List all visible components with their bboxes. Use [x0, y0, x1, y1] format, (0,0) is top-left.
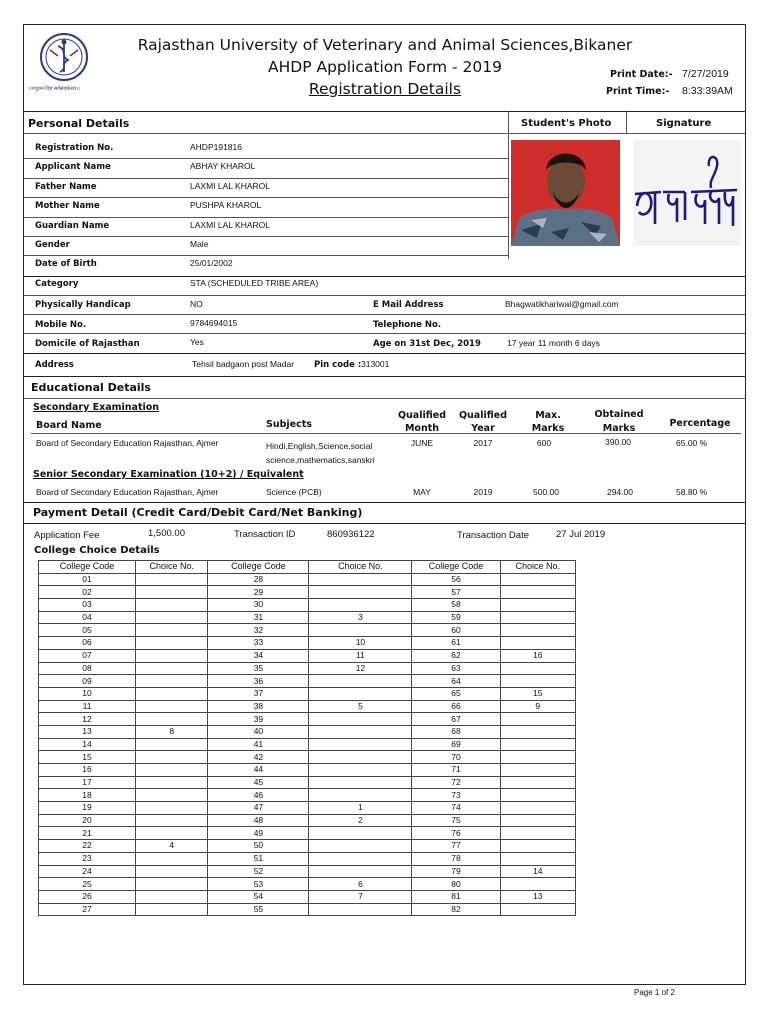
college-code-cell: 80	[412, 878, 500, 891]
age-value: 17 year 11 month 6 days	[507, 338, 600, 348]
choice-no-cell: 9	[500, 700, 575, 713]
choice-no-cell: 4	[136, 840, 208, 853]
table-row	[39, 865, 576, 878]
table-row	[39, 573, 576, 586]
choice-no-cell	[136, 573, 208, 586]
choice-no-cell	[309, 751, 412, 764]
educational-details-heading: Educational Details	[31, 381, 151, 394]
college-code-cell: 18	[39, 789, 136, 802]
choice-no-cell	[500, 624, 575, 637]
college-code-cell: 44	[208, 764, 309, 777]
transaction-date-label: Transaction Date	[457, 530, 529, 541]
college-code-cell: 76	[412, 827, 500, 840]
choice-no-cell	[309, 713, 412, 726]
table-row	[39, 776, 576, 789]
choice-no-cell	[136, 675, 208, 688]
table-row	[39, 637, 576, 650]
secondary-exam-heading: Secondary Examination	[33, 402, 160, 413]
choice-no-cell	[136, 814, 208, 827]
choice-no-cell	[136, 751, 208, 764]
logo-caption: ।।पशुधन विज्ञ सर्वसंवर्धनाय।।	[28, 86, 81, 92]
college-code-cell: 61	[412, 637, 500, 650]
college-code-cell: 34	[208, 649, 309, 662]
college-code-cell: 08	[39, 662, 136, 675]
college-code-cell: 06	[39, 637, 136, 650]
college-code-cell: 31	[208, 611, 309, 624]
choice-no-cell	[136, 789, 208, 802]
secondary-obtained: 390.00	[605, 437, 631, 447]
college-code-cell: 74	[412, 802, 500, 815]
choice-no-cell: 10	[309, 637, 412, 650]
personal-details-heading: Personal Details	[28, 117, 130, 130]
college-code-cell: 02	[39, 586, 136, 599]
table-row	[39, 840, 576, 853]
choice-no-cell: 2	[309, 814, 412, 827]
college-choice-table	[38, 560, 576, 916]
college-code-cell: 45	[208, 776, 309, 789]
choice-no-cell	[309, 865, 412, 878]
table-row	[39, 675, 576, 688]
choice-no-cell	[500, 840, 575, 853]
col-choice-no: Choice No.	[500, 561, 575, 574]
choice-no-cell	[309, 903, 412, 916]
college-code-cell: 65	[412, 687, 500, 700]
choice-no-cell: 8	[136, 725, 208, 738]
personal-field-label: Category	[35, 278, 79, 289]
col-college-code: College Code	[39, 561, 136, 574]
col-qualified-month-1: Qualified	[397, 410, 447, 421]
choice-no-cell	[309, 725, 412, 738]
personal-field-label: Applicant Name	[35, 162, 111, 173]
college-code-cell: 39	[208, 713, 309, 726]
col-obtained-marks-2: Marks	[602, 423, 636, 434]
choice-no-cell	[500, 637, 575, 650]
choice-no-cell	[136, 890, 208, 903]
college-code-cell: 57	[412, 586, 500, 599]
choice-no-cell	[136, 776, 208, 789]
senior-month: MAY	[413, 487, 431, 497]
choice-no-cell	[500, 776, 575, 789]
college-code-cell: 01	[39, 573, 136, 586]
personal-field-value: ABHAY KHAROL	[190, 161, 256, 172]
col-college-code: College Code	[208, 561, 309, 574]
choice-no-cell: 14	[500, 865, 575, 878]
print-date-label: Print Date:-	[610, 69, 673, 80]
secondary-subjects-line1: Hindi,English,Science,social	[266, 441, 373, 451]
table-row	[39, 662, 576, 675]
senior-secondary-heading: Senior Secondary Examination (10+2) / Equivalent	[33, 469, 304, 480]
signature-label: Signature	[656, 118, 712, 129]
college-code-cell: 09	[39, 675, 136, 688]
transaction-id-value: 860936122	[327, 529, 375, 540]
choice-no-cell	[136, 827, 208, 840]
payment-heading: Payment Detail (Credit Card/Debit Card/Net Banking)	[33, 506, 363, 519]
choice-table-header	[39, 561, 576, 574]
student-photo	[511, 140, 620, 246]
address-label: Address	[35, 360, 74, 370]
senior-percentage: 58.80 %	[676, 487, 708, 497]
college-code-cell: 15	[39, 751, 136, 764]
choice-no-cell	[309, 687, 412, 700]
col-board-name: Board Name	[36, 420, 102, 431]
choice-no-cell	[136, 764, 208, 777]
choice-no-cell	[136, 865, 208, 878]
college-code-cell: 41	[208, 738, 309, 751]
fee-value: 1,500.00	[148, 528, 185, 539]
choice-no-cell: 13	[500, 890, 575, 903]
personal-field-value: 25/01/2002	[190, 258, 233, 269]
choice-no-cell	[309, 827, 412, 840]
secondary-max: 600	[536, 438, 552, 448]
college-code-cell: 63	[412, 662, 500, 675]
handwritten-signature	[633, 140, 741, 246]
domicile-label: Domicile of Rajasthan	[35, 339, 140, 349]
address-value: Tehsil badgaon post Madar	[192, 359, 295, 369]
college-code-cell: 72	[412, 776, 500, 789]
personal-field-value: Male	[190, 239, 209, 249]
choice-no-cell	[500, 764, 575, 777]
college-code-cell: 26	[39, 890, 136, 903]
form-title: AHDP Application Form - 2019	[268, 58, 502, 76]
college-code-cell: 79	[412, 865, 500, 878]
college-code-cell: 28	[208, 573, 309, 586]
transaction-id-label: Transaction ID	[234, 529, 296, 540]
email-label: E Mail Address	[373, 300, 444, 310]
college-code-cell: 70	[412, 751, 500, 764]
choice-no-cell	[500, 586, 575, 599]
college-code-cell: 20	[39, 814, 136, 827]
choice-no-cell	[309, 624, 412, 637]
senior-year: 2019	[473, 487, 493, 497]
personal-field-label: Gender	[35, 240, 70, 250]
college-code-cell: 11	[39, 700, 136, 713]
college-code-cell: 10	[39, 687, 136, 700]
college-code-cell: 51	[208, 852, 309, 865]
college-code-cell: 32	[208, 624, 309, 637]
print-date-value: 7/27/2019	[682, 68, 729, 80]
secondary-board: Board of Secondary Education Rajasthan, Ajmer	[36, 438, 219, 448]
choice-no-cell	[136, 738, 208, 751]
college-code-cell: 21	[39, 827, 136, 840]
choice-no-cell: 5	[309, 700, 412, 713]
college-code-cell: 17	[39, 776, 136, 789]
table-row	[39, 649, 576, 662]
choice-no-cell: 12	[309, 662, 412, 675]
choice-no-cell	[500, 827, 575, 840]
choice-no-cell	[500, 599, 575, 612]
personal-field-value: STA (SCHEDULED TRIBE AREA)	[190, 277, 319, 288]
col-max-marks-2: Marks	[531, 423, 565, 434]
signature-image	[633, 140, 741, 246]
choice-no-cell	[136, 586, 208, 599]
mobile-value: 9784694015	[190, 318, 238, 328]
choice-no-cell	[309, 840, 412, 853]
personal-field-value: LAXMI LAL KHAROL	[190, 219, 270, 230]
college-code-cell: 75	[412, 814, 500, 827]
print-time-value: 8:33:39AM	[682, 85, 733, 97]
pincode-value: 313001	[361, 359, 390, 369]
telephone-label: Telephone No.	[373, 320, 442, 330]
choice-no-cell	[136, 852, 208, 865]
photo-label: Student's Photo	[521, 118, 612, 129]
choice-no-cell	[309, 586, 412, 599]
choice-no-cell	[136, 713, 208, 726]
college-code-cell: 68	[412, 725, 500, 738]
college-code-cell: 64	[412, 675, 500, 688]
choice-no-cell	[500, 903, 575, 916]
table-row	[39, 599, 576, 612]
secondary-percentage: 65.00 %	[676, 438, 708, 448]
col-percentage: Percentage	[669, 418, 731, 429]
col-college-code: College Code	[412, 561, 500, 574]
choice-no-cell	[500, 789, 575, 802]
choice-no-cell	[136, 687, 208, 700]
choice-no-cell	[500, 852, 575, 865]
college-code-cell: 71	[412, 764, 500, 777]
handicap-value: NO	[190, 299, 203, 309]
college-code-cell: 07	[39, 649, 136, 662]
college-code-cell: 35	[208, 662, 309, 675]
senior-obtained: 294.00	[607, 487, 633, 497]
choice-no-cell	[309, 599, 412, 612]
page-number: Page 1 of 2	[634, 988, 675, 997]
college-code-cell: 36	[208, 675, 309, 688]
choice-no-cell	[136, 649, 208, 662]
college-code-cell: 69	[412, 738, 500, 751]
choice-no-cell	[500, 738, 575, 751]
secondary-subjects-line2: science,mathematics,sanskri	[266, 455, 375, 465]
table-row	[39, 802, 576, 815]
choice-no-cell	[136, 624, 208, 637]
fee-label: Application Fee	[34, 530, 100, 541]
college-code-cell: 40	[208, 725, 309, 738]
personal-field-label: Father Name	[35, 181, 97, 192]
col-qualified-month-2: Month	[404, 423, 440, 434]
college-code-cell: 16	[39, 764, 136, 777]
col-qualified-year-2: Year	[471, 423, 495, 434]
table-row	[39, 751, 576, 764]
college-code-cell: 25	[39, 878, 136, 891]
senior-board: Board of Secondary Education Rajasthan, Ajmer	[36, 487, 219, 497]
table-row	[39, 611, 576, 624]
table-row	[39, 789, 576, 802]
personal-field-label: Mother Name	[35, 201, 100, 212]
choice-no-cell: 3	[309, 611, 412, 624]
transaction-date-value: 27 Jul 2019	[556, 529, 606, 540]
handicap-label: Physically Handicap	[35, 300, 131, 310]
choice-no-cell	[136, 611, 208, 624]
table-row	[39, 700, 576, 713]
college-code-cell: 13	[39, 725, 136, 738]
personal-field-value: LAXMI LAL KHAROL	[190, 180, 270, 191]
choice-no-cell	[309, 738, 412, 751]
personal-field-label: Registration No.	[35, 143, 114, 153]
college-code-cell: 78	[412, 852, 500, 865]
choice-no-cell	[309, 789, 412, 802]
choice-no-cell	[136, 662, 208, 675]
college-code-cell: 47	[208, 802, 309, 815]
senior-subjects: Science (PCB)	[266, 487, 322, 497]
choice-no-cell	[500, 713, 575, 726]
table-row	[39, 890, 576, 903]
col-choice-no: Choice No.	[136, 561, 208, 574]
choice-no-cell	[136, 878, 208, 891]
college-code-cell: 77	[412, 840, 500, 853]
secondary-month: JUNE	[410, 438, 434, 448]
college-code-cell: 03	[39, 599, 136, 612]
choice-no-cell	[500, 802, 575, 815]
choice-no-cell: 15	[500, 687, 575, 700]
college-code-cell: 27	[39, 903, 136, 916]
table-row	[39, 764, 576, 777]
page-subtitle: Registration Details	[308, 80, 462, 98]
age-label: Age on 31st Dec, 2019	[373, 339, 481, 349]
table-row	[39, 814, 576, 827]
choice-no-cell	[136, 700, 208, 713]
college-code-cell: 42	[208, 751, 309, 764]
choice-no-cell	[309, 573, 412, 586]
college-code-cell: 46	[208, 789, 309, 802]
college-code-cell: 19	[39, 802, 136, 815]
college-code-cell: 58	[412, 599, 500, 612]
college-code-cell: 23	[39, 852, 136, 865]
choice-no-cell	[309, 852, 412, 865]
choice-no-cell	[309, 776, 412, 789]
choice-no-cell	[136, 637, 208, 650]
col-choice-no: Choice No.	[309, 561, 412, 574]
table-row	[39, 687, 576, 700]
college-code-cell: 05	[39, 624, 136, 637]
college-code-cell: 33	[208, 637, 309, 650]
college-code-cell: 59	[412, 611, 500, 624]
table-row	[39, 586, 576, 599]
college-code-cell: 49	[208, 827, 309, 840]
table-row	[39, 878, 576, 891]
college-code-cell: 24	[39, 865, 136, 878]
pincode-label: Pin code :	[314, 360, 362, 370]
table-row	[39, 624, 576, 637]
college-code-cell: 22	[39, 840, 136, 853]
table-row	[39, 713, 576, 726]
col-qualified-year-1: Qualified	[458, 410, 508, 421]
choice-no-cell: 6	[309, 878, 412, 891]
table-row	[39, 827, 576, 840]
choice-no-cell	[136, 903, 208, 916]
college-code-cell: 37	[208, 687, 309, 700]
choice-no-cell: 1	[309, 802, 412, 815]
college-code-cell: 30	[208, 599, 309, 612]
college-code-cell: 54	[208, 890, 309, 903]
college-code-cell: 50	[208, 840, 309, 853]
university-logo	[28, 30, 100, 96]
personal-field-value: AHDP191816	[190, 142, 242, 152]
table-row	[39, 903, 576, 916]
college-code-cell: 12	[39, 713, 136, 726]
college-code-cell: 04	[39, 611, 136, 624]
college-code-cell: 67	[412, 713, 500, 726]
college-code-cell: 48	[208, 814, 309, 827]
table-row	[39, 852, 576, 865]
personal-field-label: Guardian Name	[35, 220, 110, 231]
choice-no-cell	[500, 573, 575, 586]
print-time-label: Print Time:-	[606, 86, 670, 97]
college-code-cell: 81	[412, 890, 500, 903]
choice-no-cell	[309, 675, 412, 688]
choice-no-cell	[500, 675, 575, 688]
college-code-cell: 66	[412, 700, 500, 713]
college-code-cell: 60	[412, 624, 500, 637]
college-code-cell: 82	[412, 903, 500, 916]
choice-no-cell	[500, 751, 575, 764]
secondary-year: 2017	[473, 438, 493, 448]
senior-max: 500.00	[533, 487, 559, 497]
choice-no-cell	[500, 611, 575, 624]
col-max-marks-1: Max.	[535, 410, 561, 421]
personal-field-label: Date of Birth	[35, 259, 97, 270]
email-value: Bhagwatikhariwal@gmail.com	[505, 299, 619, 309]
college-code-cell: 55	[208, 903, 309, 916]
col-subjects: Subjects	[266, 419, 312, 430]
choice-no-cell	[500, 878, 575, 891]
college-code-cell: 73	[412, 789, 500, 802]
choice-no-cell	[500, 662, 575, 675]
choice-no-cell	[500, 725, 575, 738]
college-code-cell: 62	[412, 649, 500, 662]
choice-no-cell	[309, 764, 412, 777]
university-name: Rajasthan University of Veterinary and Animal Sciences,Bikaner	[137, 36, 633, 54]
college-code-cell: 38	[208, 700, 309, 713]
mobile-label: Mobile No.	[35, 320, 87, 330]
person-photo-icon	[511, 140, 620, 246]
choice-no-cell	[136, 802, 208, 815]
college-choice-heading: College Choice Details	[34, 545, 160, 556]
personal-field-value: PUSHPA KHAROL	[190, 200, 262, 211]
college-code-cell: 52	[208, 865, 309, 878]
college-code-cell: 29	[208, 586, 309, 599]
choice-no-cell: 16	[500, 649, 575, 662]
choice-no-cell: 7	[309, 890, 412, 903]
table-row	[39, 725, 576, 738]
domicile-value: Yes	[190, 337, 204, 347]
choice-no-cell: 11	[309, 649, 412, 662]
choice-no-cell	[136, 599, 208, 612]
choice-no-cell	[500, 814, 575, 827]
table-row	[39, 738, 576, 751]
college-code-cell: 14	[39, 738, 136, 751]
college-code-cell: 56	[412, 573, 500, 586]
col-obtained-marks-1: Obtained	[594, 409, 644, 420]
college-code-cell: 53	[208, 878, 309, 891]
